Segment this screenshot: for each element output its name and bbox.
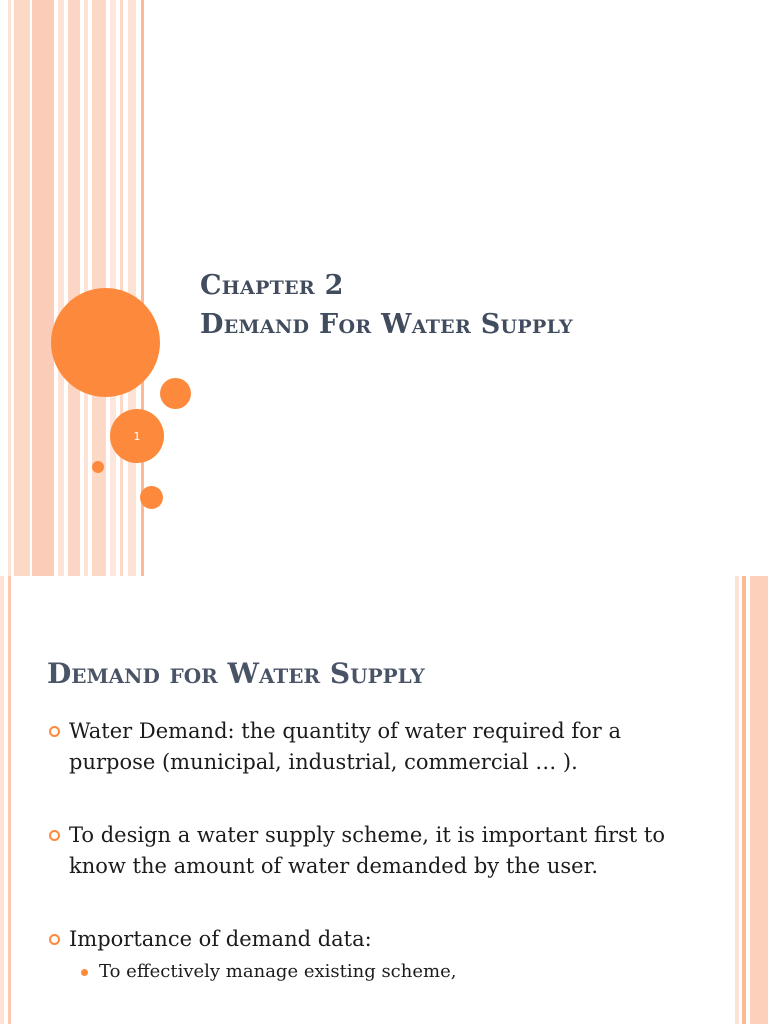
decor-stripe xyxy=(32,0,54,576)
slide-number-badge xyxy=(110,409,164,463)
chapter-number: Chapter 2 xyxy=(200,270,344,301)
decor-stripe xyxy=(8,0,11,576)
sub-bullet-item xyxy=(69,959,687,985)
decor-stripe xyxy=(84,0,88,576)
decor-stripe xyxy=(0,576,4,1024)
bullet-item xyxy=(47,924,687,985)
slide-title: Demand for Water Supply xyxy=(47,657,425,690)
bullet-item xyxy=(47,716,687,778)
ring-bullet-icon xyxy=(49,830,60,841)
ring-bullet-icon xyxy=(49,726,60,737)
chapter-name: Demand For Water Supply xyxy=(200,309,573,340)
decor-stripe xyxy=(735,576,739,1024)
chapter-title xyxy=(200,266,760,344)
decor-stripe xyxy=(750,576,768,1024)
content-slide xyxy=(0,576,768,1024)
ring-bullet-icon xyxy=(49,934,60,945)
decor-circle-medium xyxy=(160,378,191,409)
decor-circle-large xyxy=(51,288,160,397)
sub-bullet-text: To effectively manage existing scheme, xyxy=(99,961,457,982)
bullet-text: Importance of demand data: xyxy=(69,927,372,951)
bullet-text: To design a water supply scheme, it is important first to know the amount of water demanded by the user. xyxy=(69,823,665,878)
decor-stripe xyxy=(58,0,64,576)
slide-number: 1 xyxy=(133,429,141,443)
decor-stripe xyxy=(120,0,123,576)
sub-bullet-list xyxy=(69,959,687,985)
decor-stripe xyxy=(68,0,80,576)
bullet-text: Water Demand: the quantity of water required for a purpose (municipal, industrial, commercial … ). xyxy=(69,719,622,774)
dot-bullet-icon xyxy=(81,969,88,976)
decor-stripe xyxy=(742,576,746,1024)
decor-circle-tiny xyxy=(92,461,104,473)
bullet-list xyxy=(47,716,687,985)
decor-stripe xyxy=(8,576,11,1024)
decor-stripe xyxy=(14,0,30,576)
bullet-item xyxy=(47,820,687,882)
decor-circle-small xyxy=(140,486,163,509)
decor-stripe xyxy=(128,0,136,576)
